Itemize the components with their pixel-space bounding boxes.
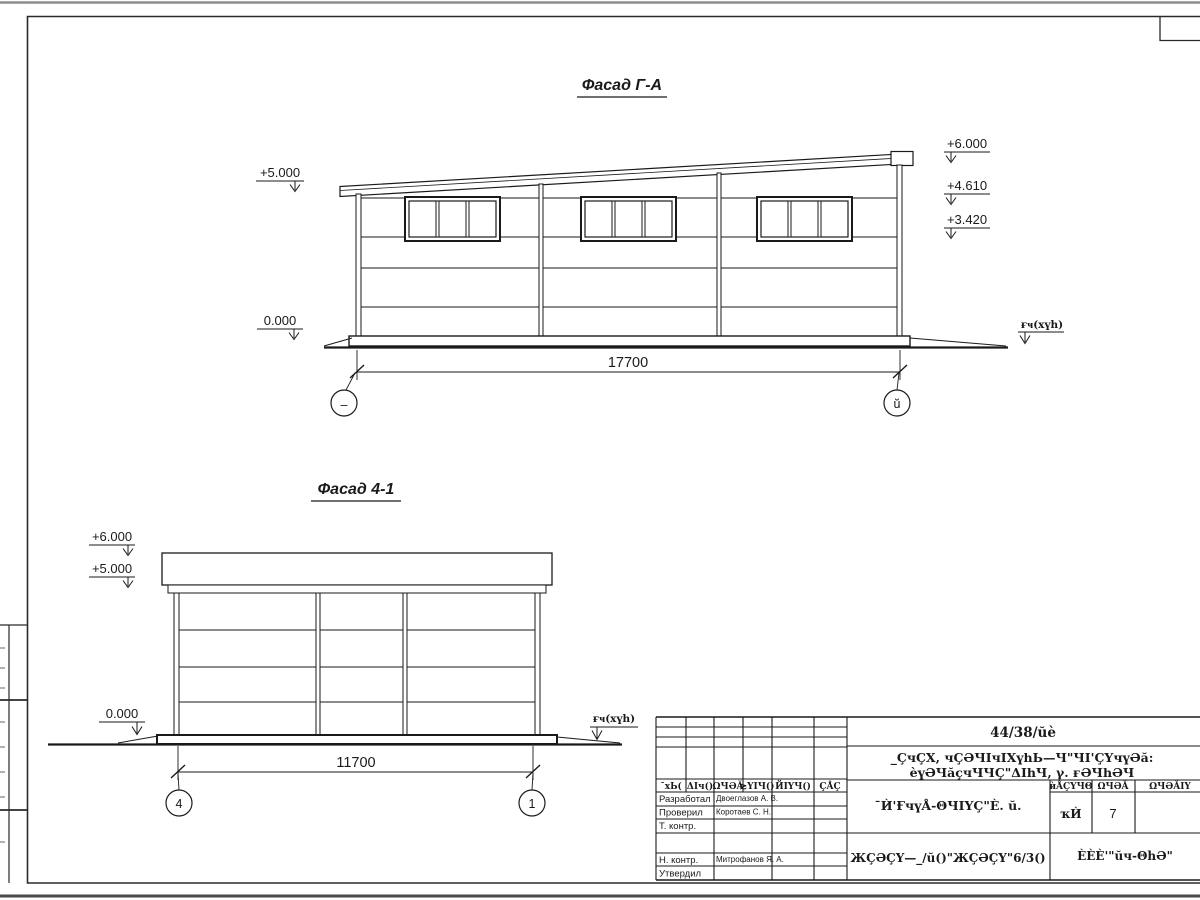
ground-level-label: ғҹ(хүh) [1020, 319, 1064, 331]
axis-bubble-right-label: ŭ [893, 397, 901, 411]
name-developed: Двоеглазов А. В. [716, 794, 779, 803]
facade-ga-ground [324, 336, 1008, 348]
elev-mark-0000: 0.000 [263, 313, 297, 328]
rev-col-6: ÇÅÇ [819, 782, 841, 792]
rev-col-4: ≳ΥΙЧ() [739, 782, 775, 792]
elev-mark-6000: +6.000 [946, 136, 988, 151]
sheet-col-header: ΩЧӘĂ [1097, 782, 1129, 792]
role-approved: Утвердил [659, 868, 702, 880]
facade-ga-axes [331, 390, 910, 416]
elev-mark-5000: +5.000 [259, 165, 301, 180]
company-name: ÈÈÈ'"ŭч-ΘhӘ" [1077, 849, 1173, 863]
facade-41-parapet [162, 553, 552, 593]
role-ncontrol: Н. контр. [659, 855, 699, 866]
facade-ga-title: Фасад Г-А [581, 77, 663, 94]
facade-ga-windows [405, 197, 852, 241]
sheet-title: ¯Ѝ'ҒчүÅ-ΘЧΙΥÇ"È. ŭ. [874, 798, 1022, 813]
window-3 [757, 197, 852, 241]
elev-mark-b-5000: +5.000 [91, 561, 133, 576]
signature-rows [659, 794, 784, 880]
project-description-line1: _ÇчÇХ, чÇӘЧΙчΙХүһЬ—Ч"ЧΙ'ÇҮчүӘă: [890, 750, 1154, 765]
facade-41-panel-lines [179, 630, 535, 702]
facade-41-columns [174, 593, 540, 735]
role-tcontrol: Т. контр. [659, 821, 697, 832]
project-description-line2: èүӘЧăçчЧЧÇ"ΔΙһЧ, γ. ғӘЧһӘЧ [909, 765, 1135, 780]
document-number: 44/38/ŭè [990, 725, 1056, 741]
axis-bubble-1-label: 1 [528, 797, 536, 811]
facade-41-title: Фасад 4-1 [317, 481, 395, 498]
left-margin-stamp [0, 625, 27, 883]
facade-ga-dimension-text: 17700 [607, 355, 649, 371]
elev-mark-3420: +3.420 [946, 212, 988, 227]
rev-col-5: ЙΙҮЧ() [775, 782, 811, 792]
elev-mark-b-0000: 0.000 [105, 706, 139, 721]
sheets-col-header: ΩЧӘĂΙΥ [1149, 782, 1191, 792]
window-2 [581, 197, 676, 241]
facade-ga [256, 77, 1064, 416]
title-block [656, 717, 1200, 880]
axis-bubble-left-label: ‒ [340, 398, 348, 412]
sheet-number: 7 [1109, 806, 1117, 821]
name-ncontrol: Митрофанов Я. А. [716, 855, 784, 864]
role-developed: Разработал [659, 794, 711, 805]
elev-mark-b-6000: +6.000 [91, 529, 133, 544]
facade-41 [48, 481, 638, 816]
facade-41-axes [166, 790, 545, 816]
role-checked: Проверил [659, 807, 703, 819]
name-checked: Коротаев С. Н. [716, 807, 771, 817]
window-1 [405, 197, 500, 241]
stage-col-header: ѝÅÇҮЧΘ [1049, 782, 1093, 792]
rev-col-3: ΩЧӘĂ [712, 782, 744, 792]
stage-value: ҡЍ [1060, 807, 1082, 821]
facade-41-dimension-text: 11700 [336, 755, 376, 771]
elev-mark-4610: +4.610 [946, 178, 988, 193]
ground-level-label-b: ғҹ(хүh) [592, 713, 636, 725]
document-code: ЖÇӘÇҮ—_/ŭ()"ЖÇӘÇҮ"6/3() [850, 851, 1046, 865]
facade-41-ground [48, 735, 622, 745]
rev-col-2: ΔΙч() [686, 782, 714, 792]
facade-ga-roof [340, 152, 913, 197]
rev-col-1: ¯хЬ( [660, 782, 682, 792]
axis-bubble-4-label: 4 [175, 797, 183, 811]
